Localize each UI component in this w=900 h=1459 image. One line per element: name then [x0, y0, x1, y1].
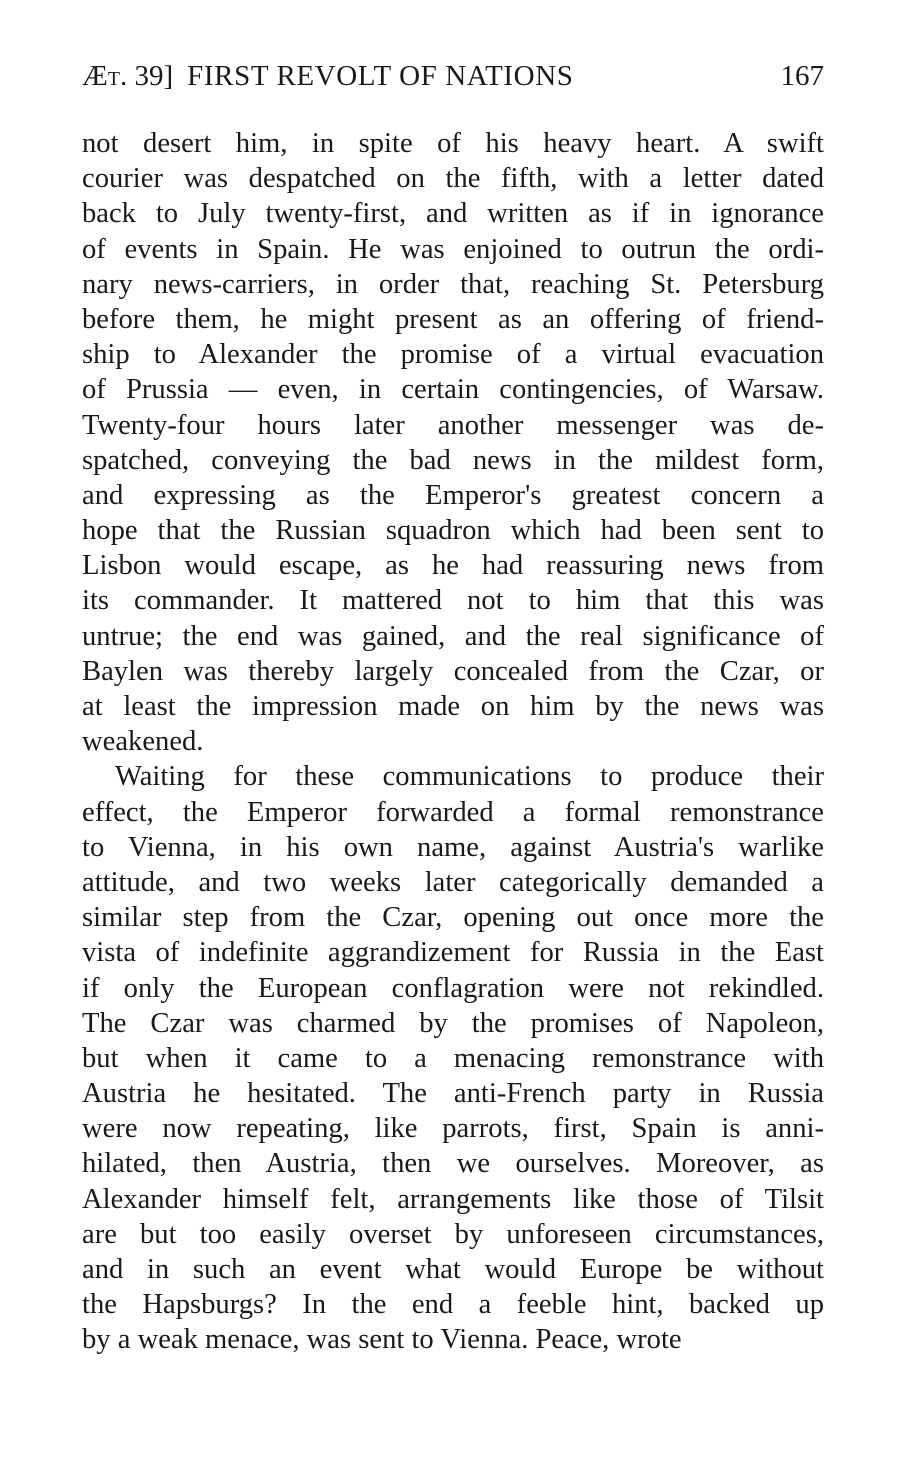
paragraph: [82, 126, 824, 759]
text-line: if only the European conflagration were not rekindled.: [82, 972, 824, 1004]
text-line: were now repeating, like parrots, first, Spain is anni-: [82, 1113, 824, 1145]
text-line: Lisbon would escape, as he had reassuring news from: [82, 550, 824, 582]
text-line: of events in Spain. He was enjoined to outrun the ordi-: [82, 233, 824, 265]
text-line: and in such an event what would Europe be without: [82, 1254, 824, 1285]
text-line: back to July twenty-first, and written as if in ignorance: [82, 198, 824, 230]
text-line: of Prussia — even, in certain contingencies, of Warsaw.: [82, 374, 824, 406]
body-text: [82, 126, 824, 1358]
text-line: courier was despatched on the fifth, with a letter dated: [82, 163, 824, 195]
text-line: Alexander himself felt, arrangements like those of Tilsit: [82, 1183, 824, 1215]
text-line: untrue; the end was gained, and the real significance of: [82, 620, 824, 652]
text-line: Twenty-four hours later another messenger was de-: [82, 409, 824, 441]
text-line: at least the impression made on him by the news was: [82, 691, 824, 722]
text-line: to Vienna, in his own name, against Austria's warlike: [82, 831, 824, 863]
text-line: its commander. It mattered not to him that this was: [82, 585, 824, 617]
running-head-age: Æt. 39]: [82, 60, 174, 92]
text-line: ship to Alexander the promise of a virtual evacuation: [82, 339, 824, 371]
text-line: The Czar was charmed by the promises of Napoleon,: [82, 1007, 824, 1039]
text-line: spatched, conveying the bad news in the mildest form,: [82, 444, 824, 476]
text-line: Baylen was thereby largely concealed from the Czar, or: [82, 655, 824, 687]
text-line: hope that the Russian squadron which had been sent to: [82, 515, 824, 547]
text-line: hilated, then Austria, then we ourselves. Moreover, as: [82, 1148, 824, 1180]
text-line: by a weak menace, was sent to Vienna. Peace, wrote: [82, 1324, 682, 1356]
text-line: vista of indefinite aggrandizement for Russia in the East: [82, 937, 824, 969]
text-line: nary news-carriers, in order that, reaching St. Petersburg: [82, 268, 824, 300]
text-line: Austria he hesitated. The anti-French party in Russia: [82, 1078, 824, 1110]
text-line: and expressing as the Emperor's greatest concern a: [82, 479, 824, 511]
text-line: attitude, and two weeks later categorically demanded a: [82, 866, 824, 898]
text-line: before them, he might present as an offering of friend-: [82, 303, 824, 335]
running-head-left: [82, 56, 573, 96]
text-line: are but too easily overset by unforeseen circumstances,: [82, 1218, 824, 1250]
running-head-title: FIRST REVOLT OF NATIONS: [187, 60, 574, 92]
text-line: effect, the Emperor forwarded a formal remonstrance: [82, 796, 824, 828]
text-line: similar step from the Czar, opening out once more the: [82, 902, 824, 934]
text-line: weakened.: [82, 726, 204, 758]
page-number: 167: [780, 60, 824, 92]
text-line: the Hapsburgs? In the end a feeble hint, backed up: [82, 1289, 824, 1321]
paragraph: [82, 759, 824, 1357]
text-line: not desert him, in spite of his heavy heart. A swift: [82, 128, 824, 159]
text-line: Waiting for these communications to produce their: [115, 761, 824, 793]
running-head: [82, 56, 824, 96]
text-line: but when it came to a menacing remonstrance with: [82, 1042, 824, 1074]
